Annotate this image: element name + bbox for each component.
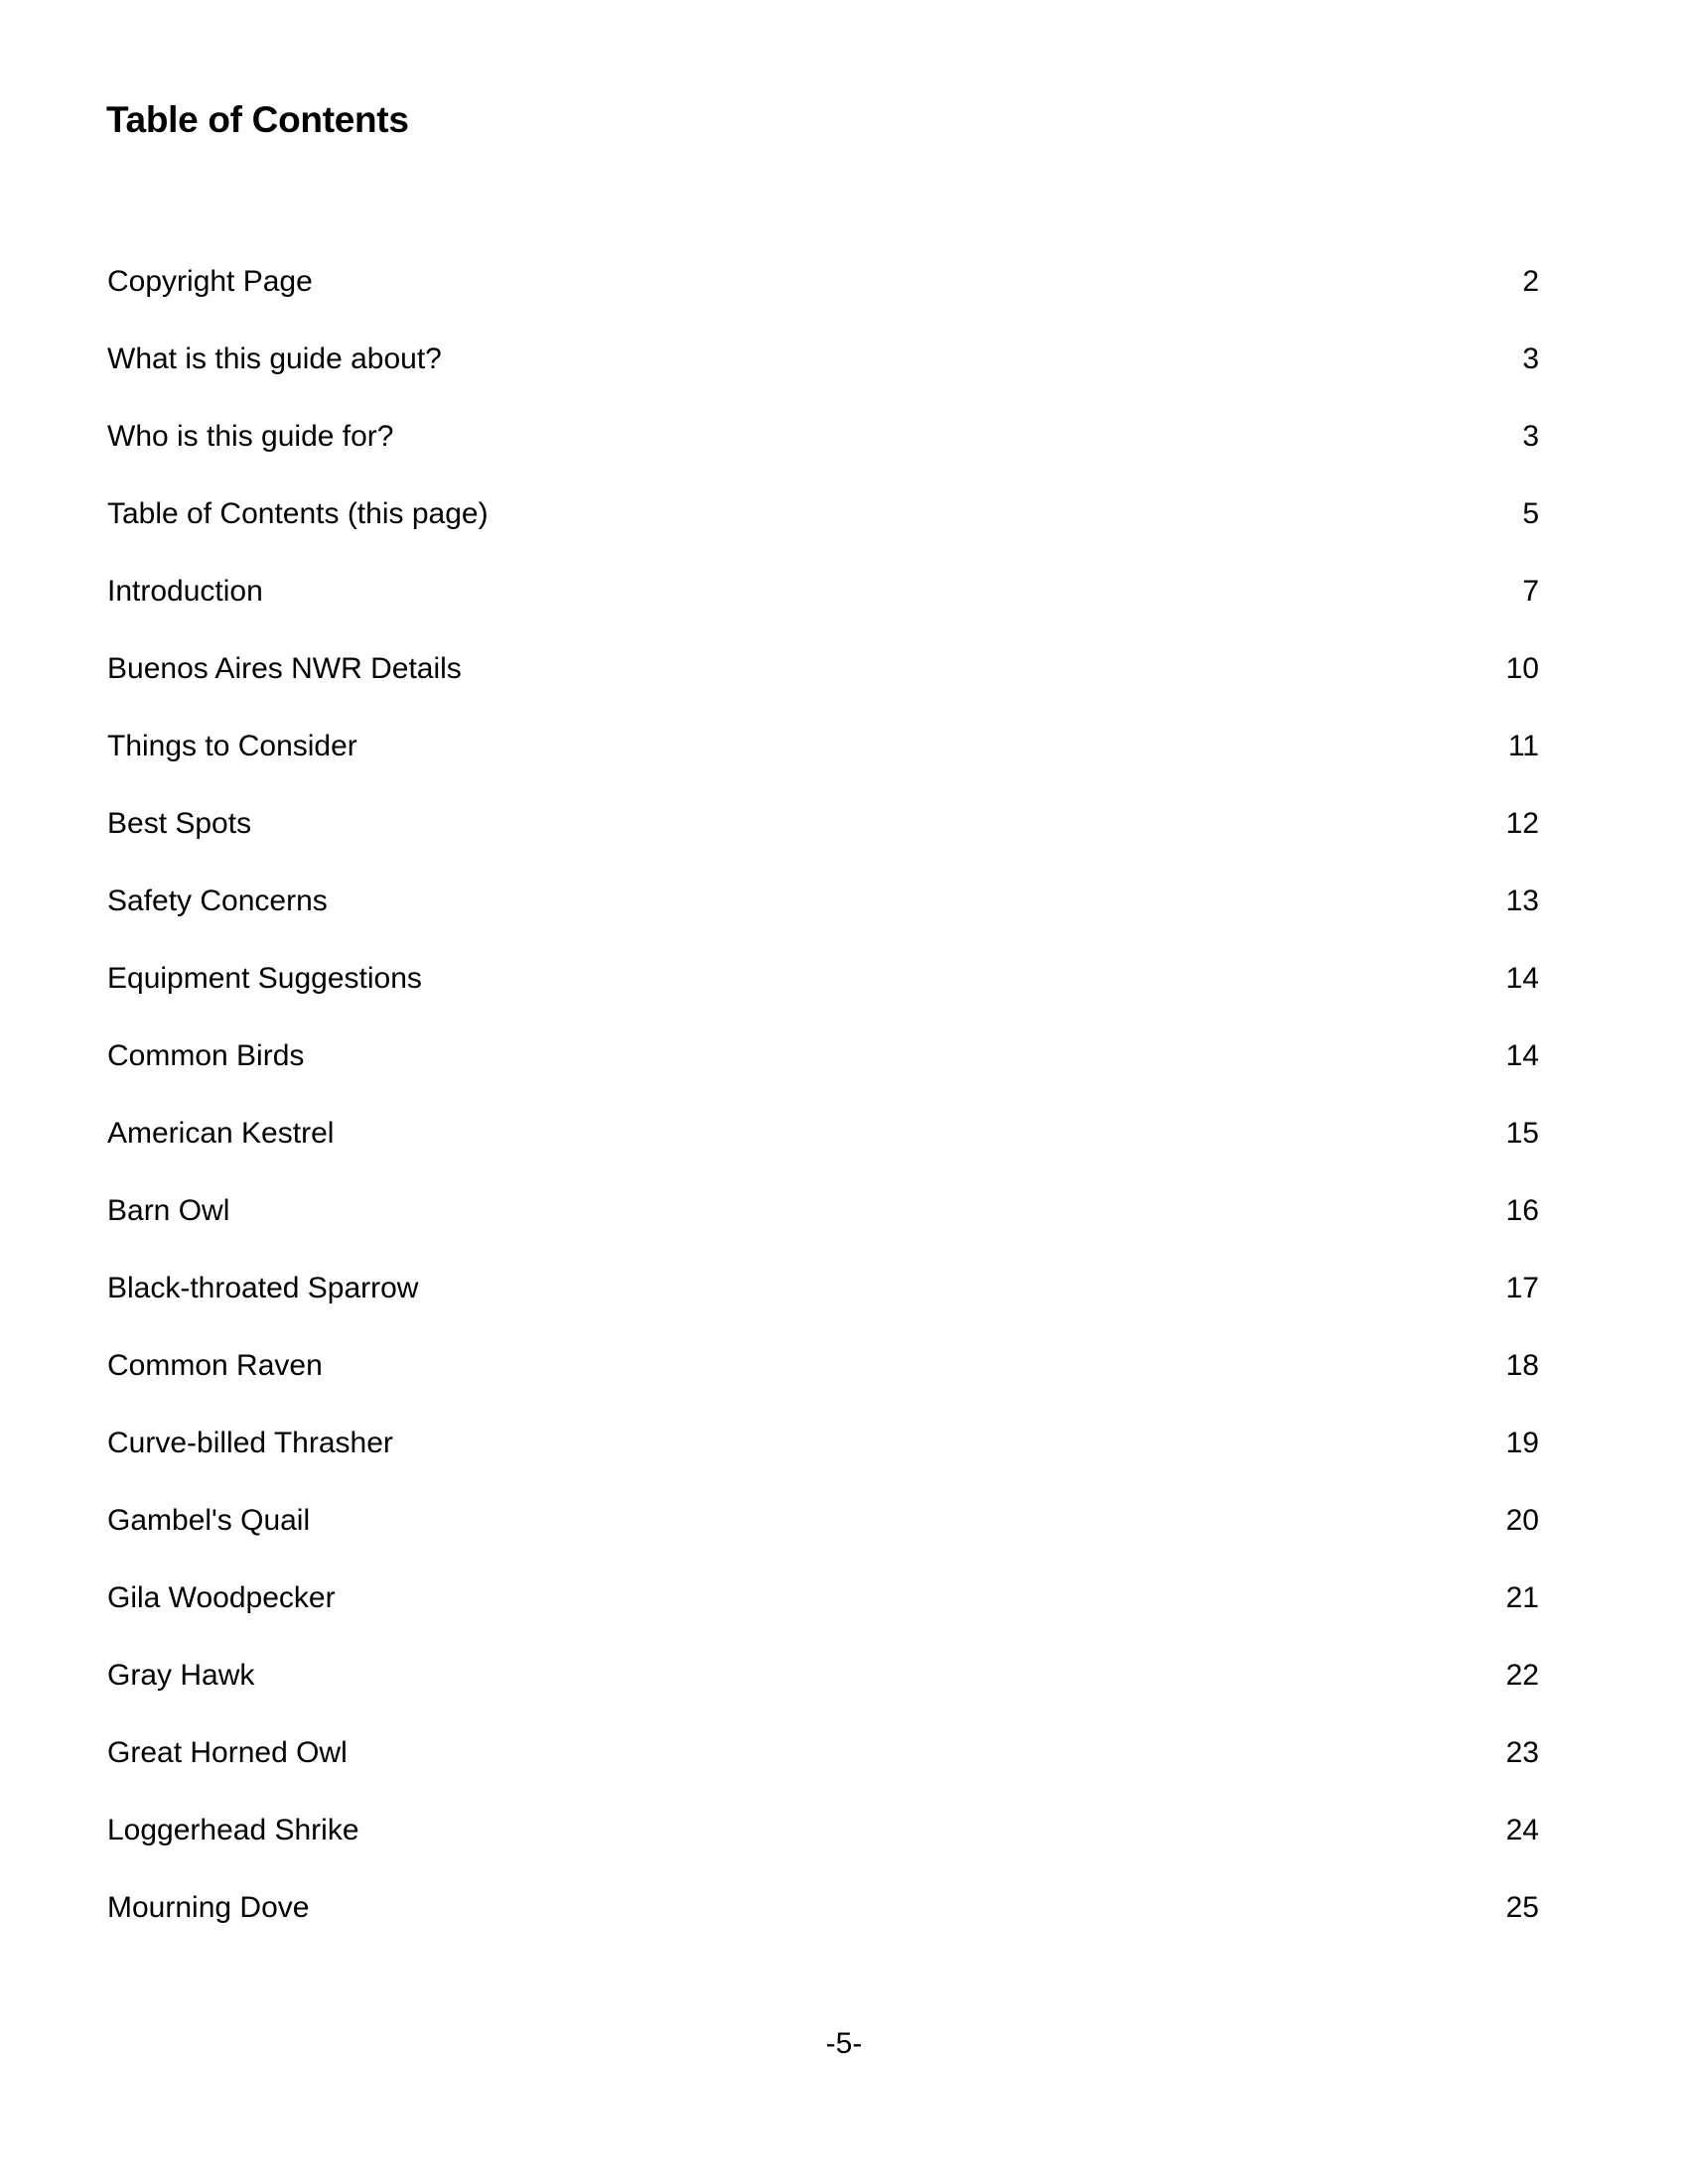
toc-entry-label: Best Spots [107,807,252,840]
toc-entry-label: Buenos Aires NWR Details [107,652,462,685]
toc-entry-page: 2 [1522,265,1539,298]
toc-entry[interactable] [107,338,1539,415]
toc-entry[interactable] [107,1499,1539,1576]
toc-entry-label: Who is this guide for? [107,420,394,453]
toc-entry[interactable] [107,492,1539,570]
toc-entry-label: Curve-billed Thrasher [107,1427,393,1459]
toc-entry-label: What is this guide about? [107,342,442,375]
toc-entry-label: Gray Hawk [107,1659,255,1692]
toc-entry-page: 15 [1505,1117,1539,1150]
toc-entry-label: Introduction [107,575,263,608]
toc-entry-label: Black-throated Sparrow [107,1272,419,1304]
toc-entry[interactable] [107,647,1539,725]
toc-entry-page: 23 [1505,1736,1539,1769]
toc-entry-page: 24 [1505,1814,1539,1846]
toc-entry-label: Gila Woodpecker [107,1581,336,1614]
toc-entry-page: 3 [1522,342,1539,375]
toc-entry-page: 7 [1522,575,1539,608]
toc-entry[interactable] [107,880,1539,957]
toc-entry-page: 16 [1505,1194,1539,1227]
toc-entry[interactable] [107,1344,1539,1422]
toc-list [107,260,1539,1964]
toc-entry-page: 17 [1505,1272,1539,1304]
toc-entry-page: 5 [1522,497,1539,530]
toc-entry-label: Things to Consider [107,730,357,762]
toc-entry[interactable] [107,1576,1539,1654]
toc-entry-label: Table of Contents (this page) [107,497,489,530]
toc-entry-page: 18 [1505,1349,1539,1382]
toc-entry[interactable] [107,957,1539,1034]
toc-entry-page: 10 [1505,652,1539,685]
toc-entry-page: 14 [1505,1039,1539,1072]
page-title: Table of Contents [106,99,409,140]
toc-entry-page: 19 [1505,1427,1539,1459]
toc-entry[interactable] [107,1034,1539,1112]
toc-entry-label: Equipment Suggestions [107,962,422,995]
toc-entry-label: Safety Concerns [107,885,328,917]
toc-entry-label: Common Raven [107,1349,323,1382]
toc-entry-page: 11 [1507,730,1539,762]
toc-entry[interactable] [107,802,1539,880]
toc-entry[interactable] [107,1731,1539,1809]
toc-entry[interactable] [107,1189,1539,1267]
toc-entry-label: Great Horned Owl [107,1736,348,1769]
toc-entry-page: 14 [1505,962,1539,995]
toc-entry-page: 22 [1505,1659,1539,1692]
toc-entry[interactable] [107,570,1539,647]
toc-entry-label: Gambel's Quail [107,1504,311,1537]
toc-entry-page: 20 [1505,1504,1539,1537]
toc-entry-page: 21 [1505,1581,1539,1614]
toc-entry-label: American Kestrel [107,1117,335,1150]
toc-entry-label: Copyright Page [107,265,313,298]
toc-entry[interactable] [107,1112,1539,1189]
toc-entry-page: 25 [1505,1891,1539,1924]
toc-entry[interactable] [107,725,1539,802]
toc-entry[interactable] [107,1886,1539,1964]
toc-entry-label: Barn Owl [107,1194,230,1227]
toc-entry[interactable] [107,1267,1539,1344]
toc-entry-page: 12 [1505,807,1539,840]
toc-entry-label: Loggerhead Shrike [107,1814,359,1846]
toc-entry-page: 3 [1522,420,1539,453]
toc-entry[interactable] [107,1654,1539,1731]
toc-entry[interactable] [107,1809,1539,1886]
toc-entry[interactable] [107,1422,1539,1499]
page-number-footer: -5- [825,2027,863,2060]
toc-entry[interactable] [107,415,1539,492]
toc-entry[interactable] [107,260,1539,338]
toc-entry-label: Common Birds [107,1039,305,1072]
toc-entry-label: Mourning Dove [107,1891,310,1924]
toc-entry-page: 13 [1505,885,1539,917]
